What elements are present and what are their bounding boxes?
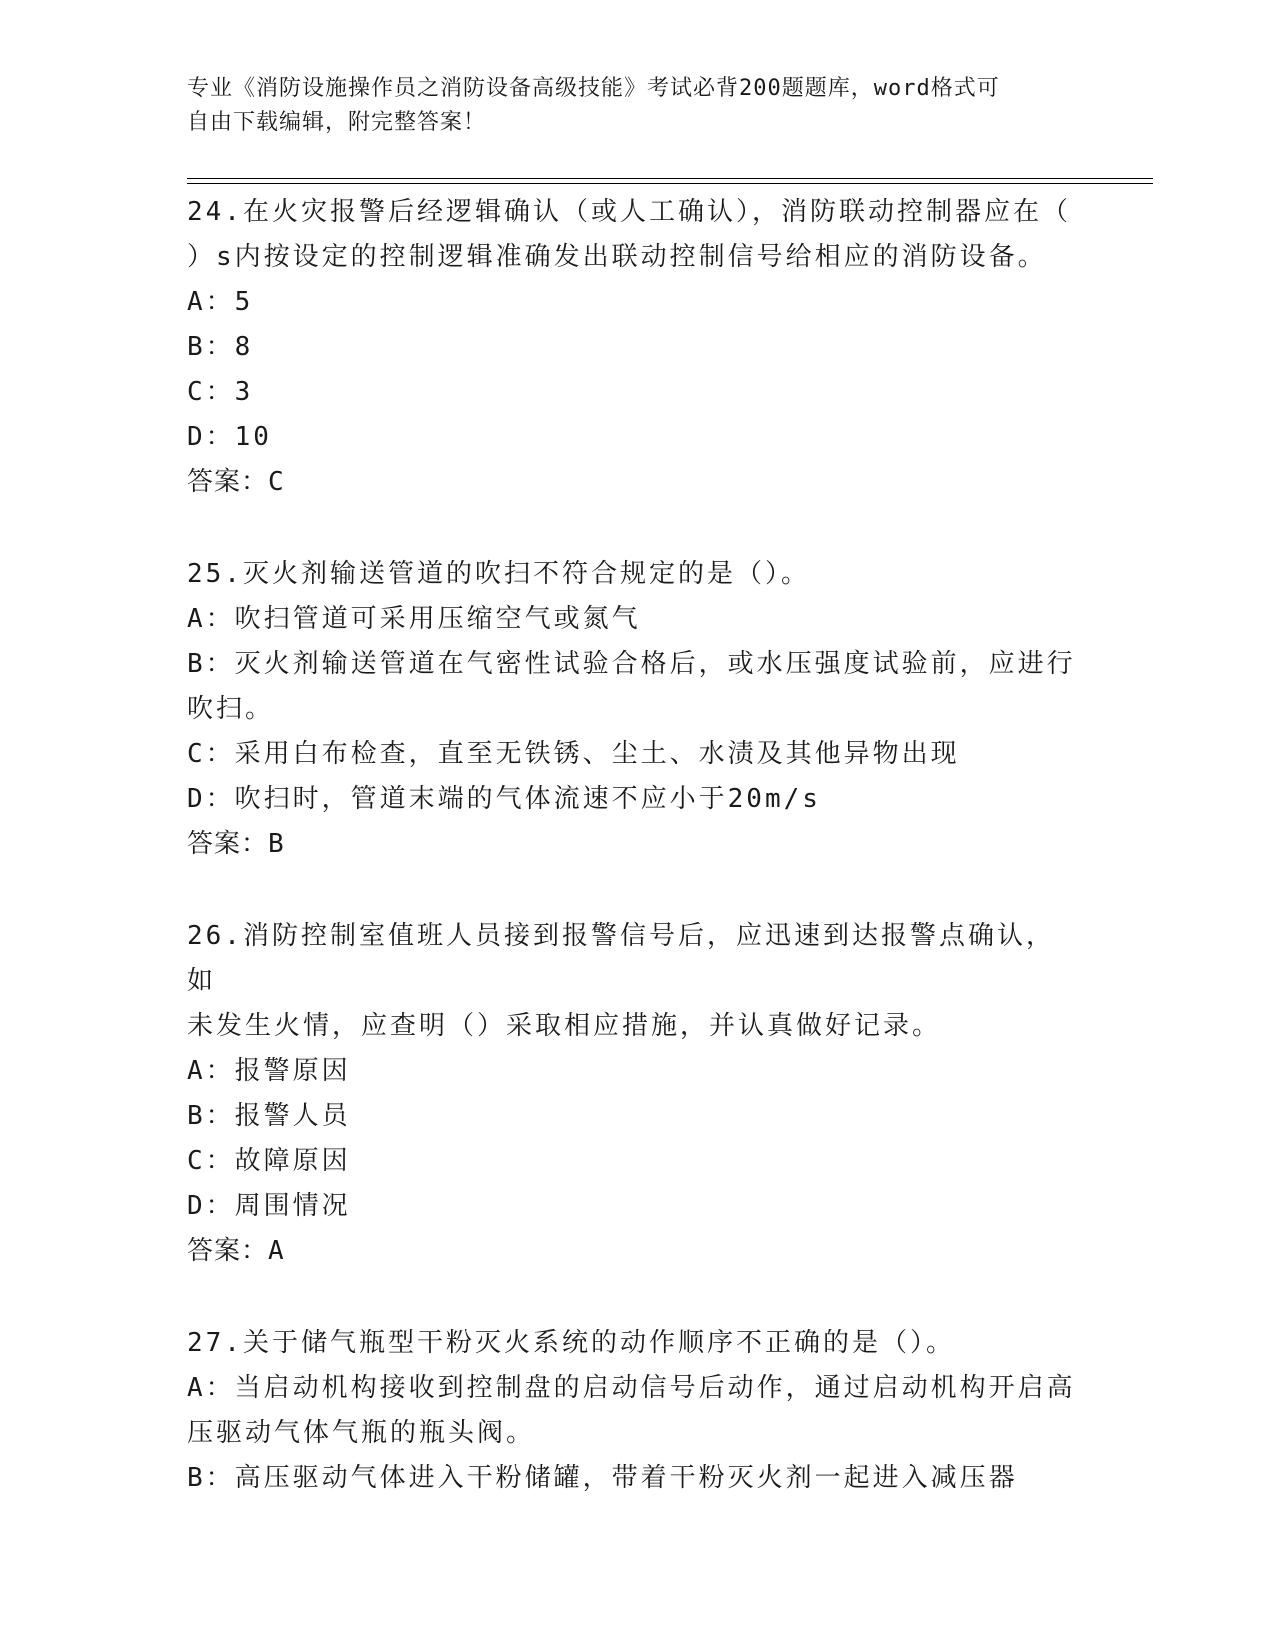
- option-c: C：故障原因: [187, 1146, 351, 1176]
- document-header: [187, 72, 1067, 140]
- question-stem-line: 27.关于储气瓶型干粉灭火系统的动作顺序不正确的是（）。: [187, 1328, 955, 1358]
- answer-text: 答案：A: [187, 1236, 285, 1266]
- question-26: [187, 914, 1077, 1274]
- question-spacer: [187, 505, 1077, 552]
- question-spacer: [187, 1274, 1077, 1321]
- option-a-continued: 压驱动气体气瓶的瓶头阀。: [187, 1418, 536, 1448]
- option-c: C：3: [187, 377, 254, 407]
- question-25: [187, 552, 1077, 867]
- question-stem-line: 未发生火情，应查明（）采取相应措施，并认真做好记录。: [187, 1011, 942, 1041]
- option-a: A：5: [187, 287, 254, 317]
- option-a: A：当启动机构接收到控制盘的启动信号后动作，通过启动机构开启高: [187, 1373, 1076, 1403]
- header-rule-bottom: [187, 183, 1153, 184]
- option-a: A：报警原因: [187, 1056, 351, 1086]
- option-b: B：8: [187, 332, 254, 362]
- answer-text: 答案：B: [187, 829, 285, 859]
- option-b: B：报警人员: [187, 1101, 351, 1131]
- question-27: [187, 1321, 1077, 1501]
- option-b: B：高压驱动气体进入干粉储罐，带着干粉灭火剂一起进入减压器: [187, 1463, 1018, 1493]
- header-line-1: 专业《消防设施操作员之消防设备高级技能》考试必背200题题库，word格式可: [187, 76, 1000, 101]
- question-stem-line: ）s内按设定的控制逻辑准确发出联动控制信号给相应的消防设备。: [187, 242, 1047, 272]
- answer-text: 答案：C: [187, 467, 285, 497]
- option-c: C：采用白布检查，直至无铁锈、尘土、水渍及其他异物出现: [187, 739, 960, 769]
- question-list: [187, 190, 1077, 1501]
- question-24: [187, 190, 1077, 505]
- header-line-2: 自由下载编辑，附完整答案！: [187, 110, 487, 135]
- question-stem-line: 26.消防控制室值班人员接到报警信号后，应迅速到达报警点确认，如: [187, 921, 1055, 996]
- option-a: A：吹扫管道可采用压缩空气或氮气: [187, 604, 641, 634]
- option-b: B：灭火剂输送管道在气密性试验合格后，或水压强度试验前，应进行: [187, 649, 1076, 679]
- question-stem-line: 24.在火灾报警后经逻辑确认（或人工确认），消防联动控制器应在（: [187, 197, 1071, 227]
- header-rule-top: [187, 178, 1153, 179]
- option-b-continued: 吹扫。: [187, 694, 275, 724]
- option-d: D：周围情况: [187, 1191, 351, 1221]
- question-stem-line: 25.灭火剂输送管道的吹扫不符合规定的是（）。: [187, 559, 810, 589]
- question-spacer: [187, 867, 1077, 914]
- option-d: D：吹扫时，管道末端的气体流速不应小于20m/s: [187, 784, 821, 814]
- option-d: D：10: [187, 422, 272, 452]
